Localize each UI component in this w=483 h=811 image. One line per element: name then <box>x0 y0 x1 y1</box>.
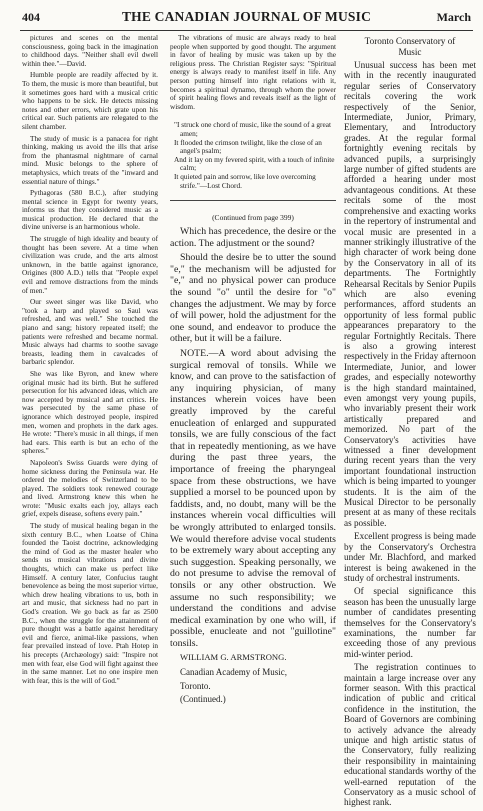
issue-month: March <box>436 10 471 24</box>
music-healing-continued <box>170 34 336 190</box>
column-left <box>22 34 158 688</box>
author-signature: WILLIAM G. ARMSTRONG. <box>180 652 287 663</box>
paragraph: Humble people are readily affected by it. To them, the music is more than beautiful, but it sometimes goes hard with a musical critic who happens to be sick. He detects missing notes and other errors, which grate upon his critical ear. Such patients are relegated to the silent chamber. <box>22 70 158 131</box>
page-header <box>22 6 471 28</box>
paragraph: Should the desire be to utter the sound "e," the mechanism will be adjusted for "e," and no physical power can produce the sound "o" until the desire for "o" changes the adjustment. We may by force of will power, hold the adjustment for the one sound, and endeavor to produce the other, but it will be a failure. <box>170 252 336 345</box>
poem-line: And it lay on my fevered spirit, with a touch of infinite calm; <box>174 154 335 173</box>
paragraph: The study of musical healing began in the sixth century B.C., when Loatse of China founded the Taoist doctrine, acknowledging the mind of God as the master healer who sends us musical vibrations and divine thoughts, which can make us perfect like Himself. A century later, Confucius taught benevolence as being the most superior virtue, which drew healing vibrations to us, both in art and music, that sickness had no part in God's creation. We go back as far as 2500 B.C., when the struggle for the attainment of pure thought was a battle against hereditary evil and fierce, animal-like passions, when fear prevailed instead of love. Ptah Hotep in his precepts (Archæology) said: "Inspire not men with fear, else God will fight against thee in the same manner. Let no one inspire men with fear, this is the will of God." <box>22 521 158 685</box>
paragraph: The vibrations of music are always ready to heal people when supported by good thought. The argument in favor of healing by music was taken up by the religious press. The Christian Register says: "Spiritual energy is always ready to manifest itself in life. Any person putting himself into right relations with it, becomes a spiritual dynamo, through whom the power of spirit healing flows and reveals itself as the light of wisdom. <box>170 33 336 111</box>
journal-title: THE CANADIAN JOURNAL OF MUSIC <box>121 9 372 24</box>
paragraph: pictures and scenes on the mental consciousness, going back in the imagination to childhood days. "Neither shall evil dwell within thee."—David. <box>22 33 158 68</box>
paragraph: Excellent progress is being made by the Conservatory's Orchestra under Mr. Blachford, and marked interest is being awakened in the study of orchestral instruments. <box>344 531 476 583</box>
page-number: 404 <box>22 10 40 24</box>
paragraph: Pythagoras (580 B.C.), after studying mental science in Egypt for twenty years, informs us that they considered music as a musical production. He declared that the divine universe is an harmonious whole. <box>22 188 158 232</box>
paragraph: Which has precedence, the desire or the action. The adjustment or the sound? <box>170 226 336 249</box>
paragraph: Of special significance this season has been the unusually large number of candidates presenting themselves for the Conservatory's examinations, the number far exceeding those of any previous mid-winter period. <box>344 586 476 659</box>
paragraph: She was like Byron, and knew where original music had its birth. But he suffered persecution for his advanced ideas, which are now accepted by musical and art critics. He was persecuted by the same phase of ignorance which destroyed people, inspired men, women and prophets in the dark ages. He wrote: "There's music in all things, if men had ears. This earth is but an echo of the spheres." <box>22 368 158 456</box>
column-middle <box>170 34 336 708</box>
poem-line: "I struck one chord of music, like the sound of a great amen; <box>174 120 331 138</box>
paragraph: NOTE.—A word about advising the surgical removal of tonsils. While we know, and can prove to the satisfaction of any inquiring physician, of many instances wherein voices have been greatly improved by the careful enucleation of enlarged and suppurated tonsils, we are fully conscious of the fact that in repeatedly mentioning, as we have during the past three years, the importance of freeing the pharyngeal space from these obstructions, we have supplied a morsel to be pounced upon by faddists, and, no doubt, many will be the instances wherein vocal difficulties will be wrongly attributed to enlarged tonsils. We would therefore advise vocal students to be extremely wary about accepting any such suggestion. Speaking personally, we do not presume to advise the removal of tonsils or any other obstruction. We assume no such responsibility; we understand the conditions and advise medical examination by one who will, if possible, enucleate and not "guillotine" tonsils. <box>170 348 336 649</box>
poem-line: It flooded the crimson twilight, like the close of an angel's psalm; <box>174 137 322 156</box>
armstrong-article <box>170 226 336 704</box>
header-rule <box>20 30 473 31</box>
column-right <box>344 34 476 811</box>
continued-note: (Continued.) <box>180 694 226 705</box>
lost-chord-poem <box>170 121 336 190</box>
paragraph: Our sweet singer was like David, who "took a harp and played so Saul was refreshed, and was well." She touched the piano and sang; history repeated itself; the patients were refreshed and became normal. Music always had charms to soothe savage breasts, leading them in cavalcades of barbaric splendor. <box>22 297 158 367</box>
paragraph: The registration continues to maintain a large increase over any former season. With this practical indication of public and critical confidence in the institution, the Board of Governors are combining to actively advance the already unique and high artistic status of the Conservatory, fully realizing their responsibility in maintaining educational standards worthy of the well-earned reputation of the Conservatory as a music school of highest rank. <box>344 662 476 808</box>
section-divider <box>170 200 336 201</box>
poem-line: It quieted pain and sorrow, like love overcoming strife."—Lost Chord. <box>174 171 316 190</box>
heading-line: Music <box>398 46 422 57</box>
continued-from-note: (Continued from page 399) <box>212 213 294 223</box>
paragraph: Napoleon's Swiss Guards were dying of home sickness during the Peninsula war. He ordered the melodies of Switzerland to be played. The soldiers took renewed courage and lived. Armstrong knew this when he wrote: "Music exalts each joy, allays each grief, expels disease, softens every pain." <box>22 457 158 519</box>
author-affiliation: Canadian Academy of Music, <box>180 667 287 678</box>
paragraph: The study of music is a panacea for right thinking, making us avoid the ills that arise from the phantasmal nightmare of carnal mind. Music belongs to the sphere of metaphysics, which treats of the "inward and essential nature of things." <box>22 133 158 186</box>
author-city: Toronto. <box>180 680 211 691</box>
paragraph: Unusual success has been met with in the recently inaugurated regular series of Conservatory recitals covering the work respectively of the Senior, Intermediate, Junior, Primary, Elementary, and Introductory grades. At the regular formal fortnightly evening recitals by advanced pupils, a surprisingly large number of gifted students are afforded a hearing under most advantageous conditions. At these recitals some of the most comprehensive and exacting works in the repertory of instrumental and vocal music are presented in a manner strikingly illustrative of the high character of work being done by the Conservatory in all of its departments. The Fortnightly Rehearsal Recitals by Senior Pupils which are also evening performances, afford students an opportunity of less formal public appearances preparatory to the regular Fortnightly Recitals. There is also a growing interest respectively in the Friday afternoon Intermediate, Junior, and lower grades, and especially noteworthy is the high standard maintained, even amongst very young pupils, who invariably present their work artistically prepared and memorized. No part of the Conservatory's activities have witnessed a finer development during recent years than the very important foundational instruction which is being imparted to younger students. It is the aim of the Musical Director to be personally present at as many of these recitals as possible. <box>344 60 476 528</box>
paragraph: The struggle of high ideality and beauty of thought has been severe. At a time when civilization was crude, and the arts almost unknown, in the battle against ignorance, Origines (800 A.D.) tells that "People expel evil and remove distractions from the minds of men." <box>22 234 158 295</box>
heading-line: Toronto Conservatory of <box>364 36 456 46</box>
article-heading <box>344 36 476 57</box>
